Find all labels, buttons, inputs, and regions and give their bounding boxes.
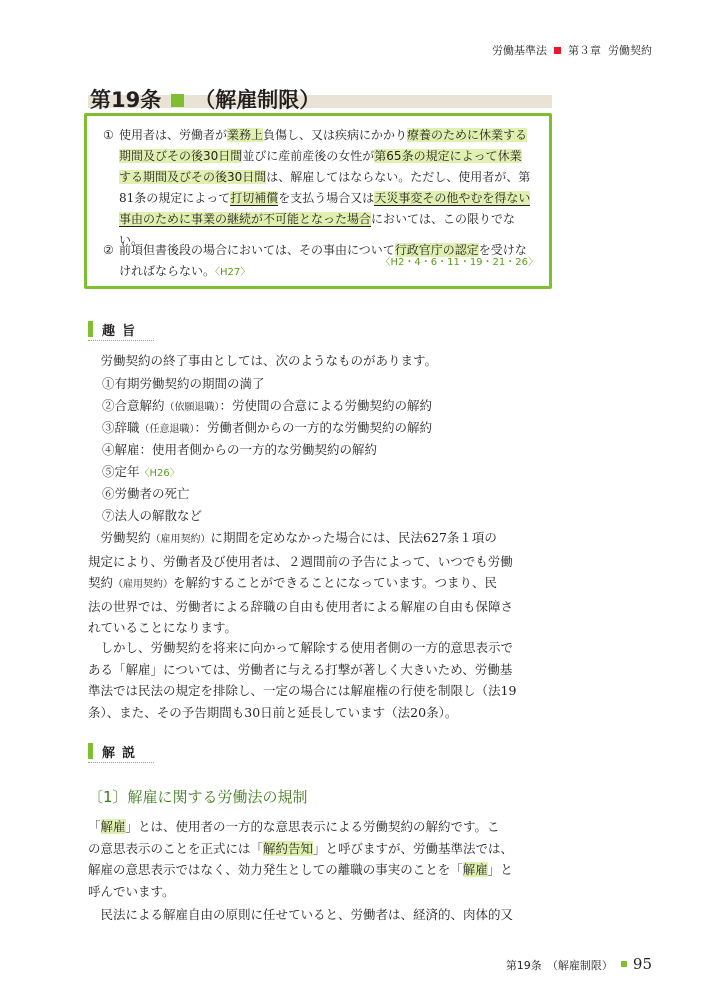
- item-text: ：労使間の合意による労働契約の解約: [219, 398, 433, 413]
- text: 呼んでいます。: [88, 883, 175, 899]
- highlight: 療養のために休業する: [407, 128, 528, 142]
- item-text: ：労働者側からの一方的な労働契約の解約: [194, 420, 433, 435]
- exam-reference: 〈H2・4・6・11・19・21・26〉: [380, 257, 538, 268]
- intro-text: 労働契約の終了事由としては、次のようなものがあります。: [100, 353, 438, 368]
- page-footer: [506, 954, 652, 973]
- highlight: 第65条の規定によって休業: [374, 149, 522, 163]
- square-bullet-icon: [621, 961, 627, 967]
- text: 「: [88, 819, 101, 834]
- page-number: 95: [632, 955, 652, 973]
- text: 契約: [88, 575, 114, 590]
- section-heading-label: 趣旨: [102, 324, 143, 339]
- list-item: ⑦法人の解散など: [102, 508, 203, 523]
- text: 準法では民法の規定を排除し、一定の場合には解雇権の行使を制限し（法19: [88, 683, 517, 698]
- square-bullet-icon: [171, 94, 184, 107]
- text: を受けな: [478, 243, 527, 257]
- text: 労働契約: [100, 530, 151, 545]
- exam-reference: 〈H27〉: [215, 267, 251, 278]
- text: れていることになります。: [88, 620, 238, 635]
- paragraph-number: ②: [103, 243, 114, 257]
- item-label: ②合意解約: [102, 398, 165, 413]
- paragraph-number: ①: [103, 128, 114, 142]
- item-note: （任意退職）: [139, 424, 195, 435]
- body-paragraph: [88, 816, 556, 902]
- text: ある「解雇」については、労働者に与える打撃が著しく大きいため、労働基: [88, 661, 513, 677]
- item-text: ⑤定年: [102, 464, 140, 479]
- text: 負傷し、又は疾病にかかり: [263, 128, 408, 142]
- header-law: 労働基準法: [492, 44, 547, 57]
- text: 81条の規定によって: [119, 191, 231, 205]
- provision-box: [84, 113, 552, 289]
- note: （雇用契約）: [150, 534, 211, 545]
- header-chapter-title: 労働契約: [608, 44, 652, 57]
- list-item: [102, 461, 180, 485]
- provision-paragraph-2: [103, 240, 538, 283]
- text: 並びに産前産後の女性が: [242, 149, 375, 163]
- text: 」と呼びますが、労働基準法では、: [313, 840, 514, 856]
- text: を支払う場合又は: [278, 191, 375, 205]
- list-item: ⑥労働者の死亡: [102, 486, 190, 501]
- body-paragraph: [88, 527, 556, 639]
- highlight: 解雇: [100, 819, 126, 834]
- list-item: [102, 395, 432, 419]
- subsection-heading: 〔1〕解雇に関する労働法の規制: [88, 788, 308, 806]
- text: しかし、労働契約を将来に向かって解除する使用者側の一方的意思表示で: [100, 640, 514, 655]
- heading-bar: [88, 321, 93, 337]
- highlight: 打切補償: [230, 191, 279, 205]
- underlined-highlight: 天災事変その他やむを得ない: [374, 191, 531, 205]
- list-item: ①有期労働契約の期間の満了: [102, 376, 265, 391]
- article-title: [88, 84, 552, 112]
- text: 条）、また、その予告期間も30日前と延長しています（法20条）。: [88, 704, 458, 720]
- square-bullet-icon: [554, 47, 561, 54]
- body-paragraph: 民法による解雇自由の原則に任せていると、労働者は、経済的、肉体的又: [100, 907, 514, 922]
- heading-bar: [88, 743, 93, 759]
- text: 規定により、労働者及び使用者は、２週間前の予告によって、いつでも労働: [88, 553, 513, 569]
- text: 」と: [487, 862, 513, 877]
- text: を解約することができることになっています。つまり、民: [173, 575, 498, 590]
- highlight: 業務上: [227, 128, 264, 142]
- exam-reference: 〈H26〉: [139, 468, 180, 479]
- text: 」とは、使用者の一方的な意思表示による労働契約の解約です。こ: [125, 819, 500, 834]
- highlight: 解約告知: [263, 840, 314, 856]
- highlight: する期間及びその後30日間: [119, 170, 267, 184]
- text: 解雇の意思表示ではなく、効力発生としての離職の事実のことを「: [88, 862, 463, 877]
- text: 使用者は、労働者が: [119, 128, 228, 142]
- list-item: ④解雇：使用者側からの一方的な労働契約の解約: [102, 442, 378, 457]
- list-item: [102, 417, 432, 441]
- section-heading-purpose: [88, 318, 154, 341]
- highlight: 行政官庁の認定: [394, 243, 479, 257]
- section-heading-label: 解説: [102, 746, 143, 761]
- note: （雇用契約）: [113, 579, 174, 590]
- text: ければならない。: [119, 264, 216, 278]
- text: においては、この限りでない。: [119, 212, 516, 247]
- text: の意思表示のことを正式には「: [88, 840, 264, 856]
- underlined-highlight: 事由のために事業の継続が不可能となった場合: [119, 212, 372, 226]
- header-chapter: 第３章: [568, 44, 601, 57]
- article-number: 第19条: [90, 88, 162, 112]
- article-heading: （解雇制限）: [194, 88, 321, 112]
- text: は、解雇してはならない。ただし、使用者が、第: [266, 170, 531, 184]
- item-label: ③辞職: [102, 420, 140, 435]
- text: に期間を定めなかった場合には、民法627条１項の: [210, 530, 497, 545]
- running-header: [492, 42, 652, 58]
- text: 前項但書後段の場合においては、その事由について: [119, 243, 395, 257]
- highlight: 期間及びその後30日間: [119, 149, 243, 163]
- item-note: （依願退職）: [164, 402, 220, 413]
- section-heading-explanation: [88, 740, 154, 763]
- text: 法の世界では、労働者による辞職の自由も使用者による解雇の自由も保障さ: [88, 598, 514, 614]
- footer-title: （解雇制限）: [546, 959, 613, 972]
- footer-article: 第19条: [505, 959, 542, 972]
- body-paragraph: [88, 637, 556, 723]
- highlight: 解雇: [462, 862, 488, 877]
